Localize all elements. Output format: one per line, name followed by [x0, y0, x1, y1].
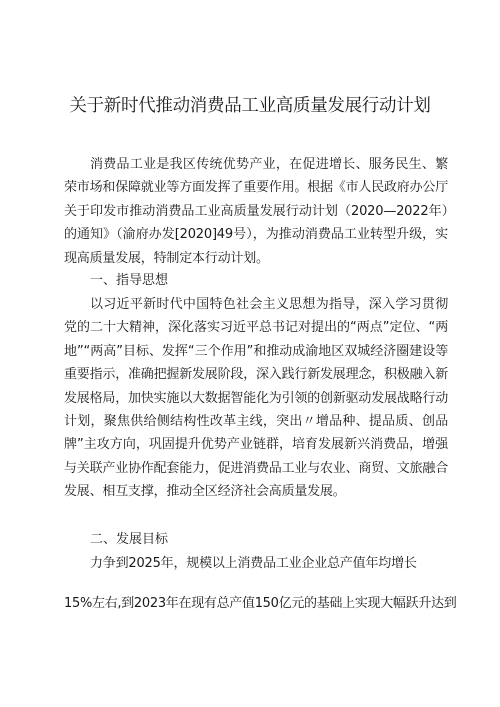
- intro-paragraph: 消费品工业是我区传统优势产业，在促进增长、服务民生、繁荣市场和保障就业等方面发挥了重要作用。根据《市人民政府办公厅关于印发市推动消费品工业高质量发展行动计划（2020—2022年）的通知》（渝府办发[2020]49号），为推动消费品工业转型升级，实现高质量发展，特制定本行动计划。: [64, 157, 449, 266]
- document-title: 关于新时代推动消费品工业高质量发展行动计划: [69, 96, 431, 116]
- section-heading-guiding-ideology: 一、指导思想: [90, 273, 169, 288]
- guiding-ideology-paragraph: 以习近平新时代中国特色社会主义思想为指导，深入学习贯彻党的二十大精神，深化落实习近平总书记对提出的“两点”定位、“两地”“两高”目标、发挥“三个作用”和推动成渝地区双城经济圈建设等重要指示，准确把握新发展阶段，深入践行新发展理念，积极融入新发展格局，加快实施以大数据智能化为引领的创新驱动发展战略行动计划，聚焦供给侧结构性改革主线，突出〃增品种、提品质、创品牌”主攻方向，巩固提升优势产业链群，培育发展新兴消费品，增强与关联产业协作配套能力，促进消费品工业与农业、商贸、文旅融合发展、相互支撑，推动全区经济社会高质量发展。: [64, 297, 449, 500]
- development-goals-line-1: 力争到2025年，规模以上消费品工业企业总产值年均增长: [90, 556, 417, 571]
- section-heading-development-goals: 二、发展目标: [90, 532, 169, 547]
- development-goals-line-2: 15%左右,到2023年在现有总产值150亿元的基础上实现大幅跃升达到: [64, 596, 457, 611]
